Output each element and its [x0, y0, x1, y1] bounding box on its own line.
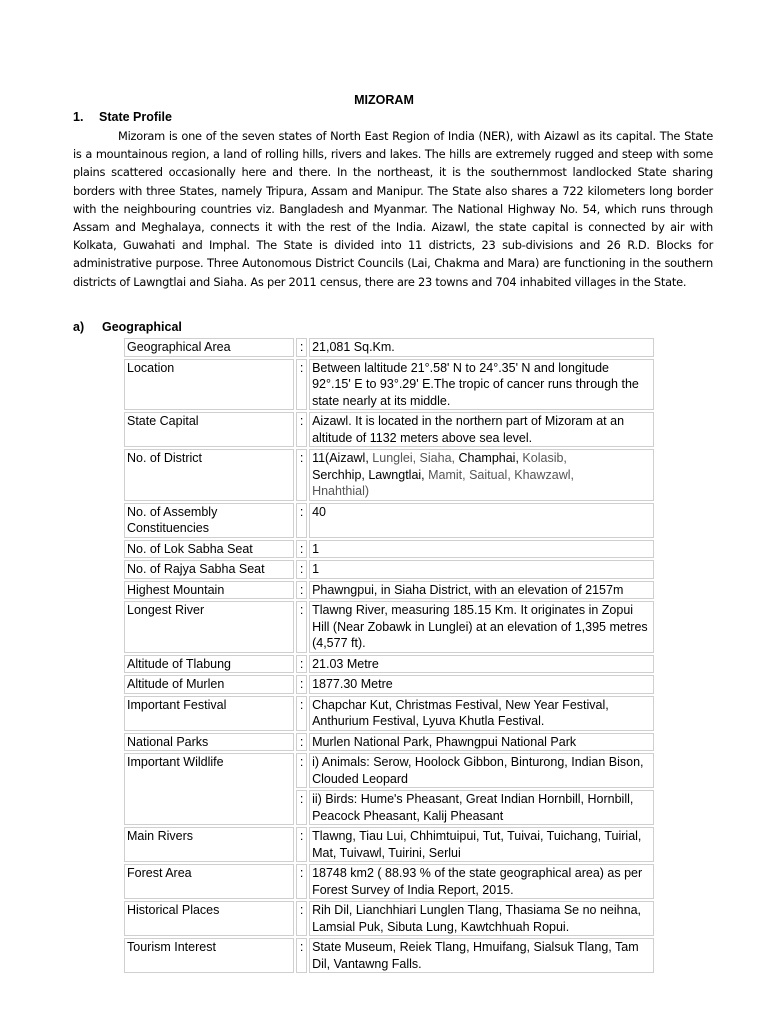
table-row — [124, 938, 654, 973]
row-value: 18748 km2 ( 88.93 % of the state geographical area) as per Forest Survey of India Report, 2015. — [309, 864, 654, 899]
row-value: Aizawl. It is located in the northern part of Mizoram at an altitude of 1132 meters above sea level. — [309, 412, 654, 447]
table-row — [124, 503, 654, 538]
row-value: Murlen National Park, Phawngpui National Park — [309, 733, 654, 752]
row-value: 1 — [309, 540, 654, 559]
row-label: Historical Places — [124, 901, 294, 936]
row-label: No. of Lok Sabha Seat — [124, 540, 294, 559]
district-text: Serchhip, Lawngtlai, — [312, 467, 429, 482]
row-value: 1 — [309, 560, 654, 579]
colon-separator: : — [296, 938, 307, 973]
district-text: Champhai, — [458, 451, 523, 465]
row-label: National Parks — [124, 733, 294, 752]
row-label: No. of Assembly Constituencies — [124, 503, 294, 538]
row-value: Tlawng, Tiau Lui, Chhimtuipui, Tut, Tuivai, Tuichang, Tuirial, Mat, Tuivawl, Tuirini, Serlui — [309, 827, 654, 862]
colon-separator: : — [296, 864, 307, 899]
table-row — [124, 601, 654, 653]
colon-separator: : — [296, 753, 307, 788]
row-value: Tlawng River, measuring 185.15 Km. It originates in Zopui Hill (Near Zobawk in Lunglei) at an elevation of 1,395 metres (4,577 ft). — [309, 601, 654, 653]
state-profile-paragraph — [73, 127, 713, 291]
geographical-table — [122, 336, 656, 975]
table-row — [124, 338, 654, 357]
section-title: Geographical — [102, 320, 182, 334]
section-number: a) — [73, 320, 85, 334]
section-heading-geographical — [73, 320, 182, 334]
colon-separator: : — [296, 655, 307, 674]
colon-separator: : — [296, 359, 307, 411]
table-row — [124, 359, 654, 411]
row-value: Phawngpui, in Siaha District, with an elevation of 2157m — [309, 581, 654, 600]
row-label: Location — [124, 359, 294, 411]
colon-separator: : — [296, 503, 307, 538]
table-row — [124, 581, 654, 600]
row-label: Altitude of Murlen — [124, 675, 294, 694]
section-title: State Profile — [99, 110, 172, 124]
district-text: 11(Aizawl, — [312, 451, 373, 465]
colon-separator: : — [296, 675, 307, 694]
district-text: Kolasib, — [522, 451, 567, 465]
table-row — [124, 560, 654, 579]
row-label: Altitude of Tlabung — [124, 655, 294, 674]
colon-separator: : — [296, 733, 307, 752]
table-row — [124, 753, 654, 788]
colon-separator: : — [296, 449, 307, 501]
row-value: Between laltitude 21°.58' N to 24°.35' N and longitude 92°.15' E to 93°.29' E.The tropic of cancer runs through the state nearly at its middle. — [309, 359, 654, 411]
section-number: 1. — [73, 110, 84, 124]
district-text: Mamit, Saitual, Khawzawl, — [428, 467, 575, 482]
colon-separator: : — [296, 540, 307, 559]
row-value: State Museum, Reiek Tlang, Hmuifang, Sialsuk Tlang, Tam Dil, Vantawng Falls. — [309, 938, 654, 973]
colon-separator: : — [296, 412, 307, 447]
row-label: Main Rivers — [124, 827, 294, 862]
colon-separator: : — [296, 790, 307, 825]
row-label: Geographical Area — [124, 338, 294, 357]
row-value: 1877.30 Metre — [309, 675, 654, 694]
row-label: No. of District — [124, 449, 294, 501]
row-value: 21.03 Metre — [309, 655, 654, 674]
row-label: State Capital — [124, 412, 294, 447]
row-label: Tourism Interest — [124, 938, 294, 973]
row-label: No. of Rajya Sabha Seat — [124, 560, 294, 579]
row-label: Important Wildlife — [124, 753, 294, 825]
district-text: Hnahthial) — [312, 484, 370, 498]
colon-separator: : — [296, 901, 307, 936]
row-label: Forest Area — [124, 864, 294, 899]
table-row — [124, 901, 654, 936]
district-text: Lunglei, Siaha, — [372, 451, 459, 465]
table-row — [124, 827, 654, 862]
section-heading-state-profile — [73, 110, 172, 124]
row-label: Highest Mountain — [124, 581, 294, 600]
row-value: Rih Dil, Lianchhiari Lunglen Tlang, Thasiama Se no neihna, Lamsial Puk, Sibuta Lung, Kawtchhuah Ropui. — [309, 901, 654, 936]
row-value: 40 — [309, 503, 654, 538]
table-row — [124, 412, 654, 447]
table-row — [124, 449, 654, 501]
district-list — [309, 449, 654, 501]
row-value: ii) Birds: Hume's Pheasant, Great Indian Hornbill, Hornbill, Peacock Pheasant, Kalij Pheasant — [309, 790, 654, 825]
table-row — [124, 675, 654, 694]
table-row — [124, 864, 654, 899]
table-row — [124, 655, 654, 674]
row-label: Longest River — [124, 601, 294, 653]
colon-separator: : — [296, 581, 307, 600]
row-label: Important Festival — [124, 696, 294, 731]
row-value: Chapchar Kut, Christmas Festival, New Year Festival, Anthurium Festival, Lyuva Khutla Festival. — [309, 696, 654, 731]
colon-separator: : — [296, 601, 307, 653]
table-row — [124, 540, 654, 559]
document-title: MIZORAM — [354, 93, 414, 107]
colon-separator: : — [296, 696, 307, 731]
table-row — [124, 696, 654, 731]
colon-separator: : — [296, 560, 307, 579]
row-value: 21,081 Sq.Km. — [309, 338, 654, 357]
colon-separator: : — [296, 338, 307, 357]
paragraph-text: Mizoram is one of the seven states of North East Region of India (NER), with Aizawl as its capital. The State is a mountainous region, a land of rolling hills, rivers and lakes. The hills are extremely rugged and steep with some plains scattered occasionally here and there. In the northeast, it is the southernmost landlocked State sharing borders with three States, namely Tripura, Assam and Manipur. The State also shares a 722 kilometers long border with the neighbouring countries viz. Bangladesh and Myanmar. The National Highway No. 54, which runs through Assam and Meghalaya, connects it with the rest of the India. Aizawl, the state capital is connected by air with Kolkata, Guwahati and Imphal. The State is divided into 11 districts, 23 sub-divisions and 26 R.D. Blocks for administrative purpose. Three Autonomous District Councils (Lai, Chakma and Mara) are functioning in the southern districts of Lawngtlai and Siaha. As per 2011 census, there are 23 towns and 704 inhabited villages in the State. — [73, 129, 713, 289]
colon-separator: : — [296, 827, 307, 862]
table-row — [124, 733, 654, 752]
row-value: i) Animals: Serow, Hoolock Gibbon, Binturong, Indian Bison, Clouded Leopard — [309, 753, 654, 788]
